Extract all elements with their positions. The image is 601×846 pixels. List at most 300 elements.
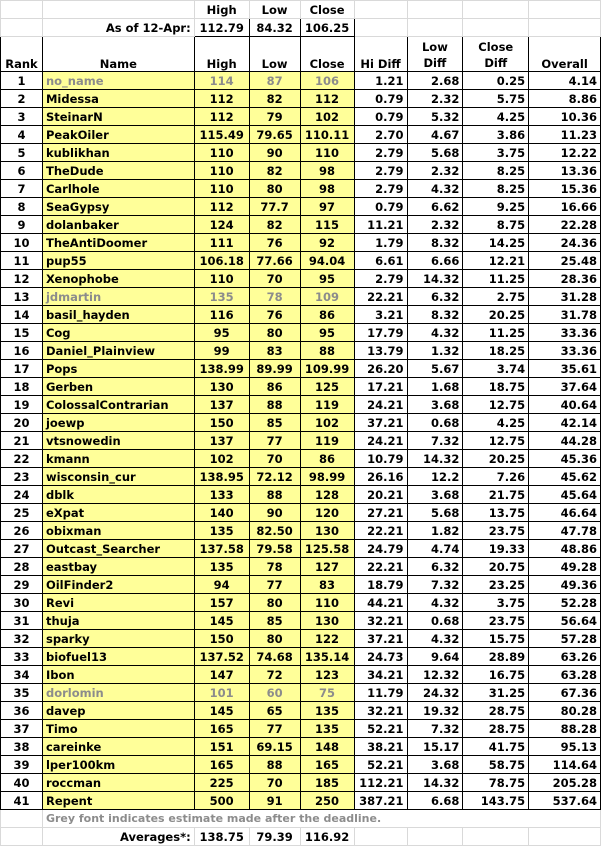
cell-rank: 18	[1, 378, 43, 396]
table-row	[1, 648, 601, 666]
cell-close: 110	[300, 144, 354, 162]
cell-hd: 52.21	[354, 756, 407, 774]
cell-ov: 28.36	[529, 270, 601, 288]
cell-high: 151	[194, 738, 249, 756]
cell-hd: 27.21	[354, 504, 407, 522]
cell-high: 135	[194, 558, 249, 576]
cell-high: 95	[194, 324, 249, 342]
note-row	[1, 810, 601, 828]
cell-ld: 3.68	[407, 396, 463, 414]
cell-cd: 7.26	[463, 468, 529, 486]
cell-ld: 15.17	[407, 738, 463, 756]
cell-cd: 3.75	[463, 144, 529, 162]
table-row	[1, 792, 601, 810]
cell-name: thuja	[42, 612, 194, 630]
table-row	[1, 468, 601, 486]
cell-hd: 2.79	[354, 180, 407, 198]
cell-low: 76	[249, 234, 300, 252]
cell-hd: 26.20	[354, 360, 407, 378]
cell-low: 90	[249, 504, 300, 522]
cell-rank: 30	[1, 594, 43, 612]
cell-low: 80	[249, 594, 300, 612]
cell-high: 110	[194, 180, 249, 198]
cell-high: 150	[194, 414, 249, 432]
cell-ov: 52.28	[529, 594, 601, 612]
cell-low: 77	[249, 720, 300, 738]
cell-ld: 3.68	[407, 486, 463, 504]
cell-name: lper100km	[42, 756, 194, 774]
cell-cd: 28.75	[463, 702, 529, 720]
table-row	[1, 432, 601, 450]
cell-hd: 22.21	[354, 558, 407, 576]
cell-name: eastbay	[42, 558, 194, 576]
cell-high: 138.99	[194, 360, 249, 378]
cell-rank: 37	[1, 720, 43, 738]
cell-cd: 3.74	[463, 360, 529, 378]
table-row	[1, 558, 601, 576]
cell-ov: 33.36	[529, 324, 601, 342]
cell-rank: 5	[1, 144, 43, 162]
cell-cd: 18.25	[463, 342, 529, 360]
cell-ld: 2.32	[407, 162, 463, 180]
cell-ov: 49.36	[529, 576, 601, 594]
cell-hd: 24.73	[354, 648, 407, 666]
cell-high: 165	[194, 720, 249, 738]
cell-low: 87	[249, 72, 300, 90]
cell-low: 88	[249, 396, 300, 414]
table-row	[1, 108, 601, 126]
cell-close: 83	[300, 576, 354, 594]
cell-low: 88	[249, 756, 300, 774]
cell-high: 106.18	[194, 252, 249, 270]
top-header-close: Close	[300, 1, 354, 19]
cell-high: 140	[194, 504, 249, 522]
cell-rank: 28	[1, 558, 43, 576]
cell-rank: 23	[1, 468, 43, 486]
cell-high: 135	[194, 522, 249, 540]
table-row	[1, 414, 601, 432]
averages-row	[1, 828, 601, 846]
cell-ov: 40.64	[529, 396, 601, 414]
cell-rank: 40	[1, 774, 43, 792]
cell-close: 135	[300, 720, 354, 738]
cell-rank: 27	[1, 540, 43, 558]
table-row	[1, 630, 601, 648]
cell-ov: 25.48	[529, 252, 601, 270]
cell-ld: 1.32	[407, 342, 463, 360]
cell-high: 225	[194, 774, 249, 792]
cell-close: 109.99	[300, 360, 354, 378]
cell-name: wisconsin_cur	[42, 468, 194, 486]
cell-name: davep	[42, 702, 194, 720]
cell-cd: 3.75	[463, 594, 529, 612]
cell-cd: 19.33	[463, 540, 529, 558]
cell-low: 80	[249, 180, 300, 198]
cell-cd: 20.25	[463, 306, 529, 324]
cell-low: 70	[249, 450, 300, 468]
cell-close: 120	[300, 504, 354, 522]
cell-ov: 24.36	[529, 234, 601, 252]
cell-cd: 14.25	[463, 234, 529, 252]
cell-hd: 26.16	[354, 468, 407, 486]
cell-name: Pops	[42, 360, 194, 378]
cell-hd: 2.79	[354, 162, 407, 180]
cell-name: joewp	[42, 414, 194, 432]
cell-high: 145	[194, 702, 249, 720]
cell-rank: 35	[1, 684, 43, 702]
cell-hd: 37.21	[354, 630, 407, 648]
cell-ov: 4.14	[529, 72, 601, 90]
cell-low: 79	[249, 108, 300, 126]
cell-ld: 4.32	[407, 324, 463, 342]
cell-hd: 34.21	[354, 666, 407, 684]
cell-name: Ibon	[42, 666, 194, 684]
cell-hd: 17.79	[354, 324, 407, 342]
cell-rank: 36	[1, 702, 43, 720]
cell-ov: 37.64	[529, 378, 601, 396]
cell-close: 185	[300, 774, 354, 792]
cell-ld: 14.32	[407, 450, 463, 468]
cell-cd: 5.75	[463, 90, 529, 108]
cell-rank: 2	[1, 90, 43, 108]
cell-ov: 205.28	[529, 774, 601, 792]
cell-ld: 0.68	[407, 414, 463, 432]
table-row	[1, 324, 601, 342]
cell-low: 77.66	[249, 252, 300, 270]
cell-close: 109	[300, 288, 354, 306]
cell-ov: 46.64	[529, 504, 601, 522]
cell-name: Cog	[42, 324, 194, 342]
cell-hd: 0.79	[354, 90, 407, 108]
table-row	[1, 378, 601, 396]
average-high: 138.75	[194, 828, 249, 846]
table-row	[1, 666, 601, 684]
cell-rank: 34	[1, 666, 43, 684]
cell-name: ColossalContrarian	[42, 396, 194, 414]
cell-close: 110	[300, 594, 354, 612]
cell-high: 116	[194, 306, 249, 324]
cell-name: no_name	[42, 72, 194, 90]
cell-close: 102	[300, 414, 354, 432]
cell-ov: 8.86	[529, 90, 601, 108]
cell-name: kublikhan	[42, 144, 194, 162]
cell-name: dorlomin	[42, 684, 194, 702]
col-low: Low	[249, 37, 300, 72]
asof-high: 112.79	[194, 19, 249, 37]
cell-ov: 67.36	[529, 684, 601, 702]
cell-name: Outcast_Searcher	[42, 540, 194, 558]
cell-close: 110.11	[300, 126, 354, 144]
cell-rank: 17	[1, 360, 43, 378]
cell-name: OilFinder2	[42, 576, 194, 594]
cell-hd: 37.21	[354, 414, 407, 432]
col-name: Name	[42, 37, 194, 72]
cell-rank: 15	[1, 324, 43, 342]
cell-ld: 19.32	[407, 702, 463, 720]
cell-low: 74.68	[249, 648, 300, 666]
cell-ld: 14.32	[407, 774, 463, 792]
table-row	[1, 486, 601, 504]
cell-low: 82	[249, 216, 300, 234]
table-row	[1, 342, 601, 360]
cell-cd: 78.75	[463, 774, 529, 792]
cell-ld: 24.32	[407, 684, 463, 702]
cell-high: 137.58	[194, 540, 249, 558]
cell-hd: 22.21	[354, 522, 407, 540]
cell-hd: 1.21	[354, 72, 407, 90]
cell-hd: 387.21	[354, 792, 407, 810]
cell-cd: 23.75	[463, 522, 529, 540]
cell-high: 133	[194, 486, 249, 504]
cell-low: 85	[249, 612, 300, 630]
cell-close: 125	[300, 378, 354, 396]
cell-rank: 31	[1, 612, 43, 630]
cell-close: 115	[300, 216, 354, 234]
cell-rank: 1	[1, 72, 43, 90]
col-rank: Rank	[1, 37, 43, 72]
table-row	[1, 306, 601, 324]
cell-hd: 11.21	[354, 216, 407, 234]
cell-high: 114	[194, 72, 249, 90]
cell-rank: 22	[1, 450, 43, 468]
cell-high: 137	[194, 396, 249, 414]
cell-cd: 3.86	[463, 126, 529, 144]
cell-name: SteinarN	[42, 108, 194, 126]
cell-close: 97	[300, 198, 354, 216]
cell-high: 101	[194, 684, 249, 702]
cell-close: 95	[300, 324, 354, 342]
asof-label: As of 12-Apr:	[42, 19, 194, 37]
cell-name: biofuel13	[42, 648, 194, 666]
cell-name: Midessa	[42, 90, 194, 108]
cell-hd: 32.21	[354, 702, 407, 720]
cell-name: Timo	[42, 720, 194, 738]
cell-hd: 24.79	[354, 540, 407, 558]
cell-rank: 41	[1, 792, 43, 810]
top-header-low: Low	[249, 1, 300, 19]
table-row	[1, 684, 601, 702]
table-row	[1, 522, 601, 540]
cell-cd: 11.25	[463, 324, 529, 342]
cell-hd: 20.21	[354, 486, 407, 504]
cell-ov: 45.64	[529, 486, 601, 504]
cell-low: 83	[249, 342, 300, 360]
cell-close: 92	[300, 234, 354, 252]
cell-low: 82	[249, 90, 300, 108]
table-row	[1, 270, 601, 288]
average-low: 79.39	[249, 828, 300, 846]
cell-ld: 5.32	[407, 108, 463, 126]
cell-high: 102	[194, 450, 249, 468]
cell-low: 65	[249, 702, 300, 720]
cell-name: SeaGypsy	[42, 198, 194, 216]
cell-ld: 0.68	[407, 612, 463, 630]
cell-high: 115.49	[194, 126, 249, 144]
table-row	[1, 720, 601, 738]
cell-close: 119	[300, 432, 354, 450]
cell-cd: 28.89	[463, 648, 529, 666]
cell-close: 250	[300, 792, 354, 810]
table-row	[1, 144, 601, 162]
cell-high: 138.95	[194, 468, 249, 486]
cell-rank: 13	[1, 288, 43, 306]
cell-name: eXpat	[42, 504, 194, 522]
cell-rank: 21	[1, 432, 43, 450]
cell-cd: 13.75	[463, 504, 529, 522]
cell-name: PeakOiler	[42, 126, 194, 144]
cell-ld: 2.32	[407, 90, 463, 108]
cell-cd: 4.25	[463, 108, 529, 126]
cell-low: 60	[249, 684, 300, 702]
cell-hd: 32.21	[354, 612, 407, 630]
cell-rank: 9	[1, 216, 43, 234]
cell-close: 88	[300, 342, 354, 360]
cell-close: 75	[300, 684, 354, 702]
cell-rank: 16	[1, 342, 43, 360]
cell-high: 112	[194, 198, 249, 216]
cell-ov: 35.61	[529, 360, 601, 378]
cell-ld: 7.32	[407, 432, 463, 450]
cell-close: 165	[300, 756, 354, 774]
cell-low: 72.12	[249, 468, 300, 486]
cell-rank: 33	[1, 648, 43, 666]
cell-ld: 5.67	[407, 360, 463, 378]
cell-ov: 63.26	[529, 648, 601, 666]
cell-name: vtsnowedin	[42, 432, 194, 450]
cell-close: 102	[300, 108, 354, 126]
cell-rank: 6	[1, 162, 43, 180]
cell-ov: 33.36	[529, 342, 601, 360]
cell-low: 89.99	[249, 360, 300, 378]
cell-ld: 8.32	[407, 306, 463, 324]
table-row	[1, 756, 601, 774]
cell-hd: 3.21	[354, 306, 407, 324]
average-close: 116.92	[300, 828, 354, 846]
cell-close: 130	[300, 612, 354, 630]
cell-ld: 2.68	[407, 72, 463, 90]
cell-ld: 12.32	[407, 666, 463, 684]
cell-name: Revi	[42, 594, 194, 612]
cell-ov: 31.78	[529, 306, 601, 324]
cell-close: 128	[300, 486, 354, 504]
cell-ov: 537.64	[529, 792, 601, 810]
cell-ld: 4.74	[407, 540, 463, 558]
cell-hd: 10.79	[354, 450, 407, 468]
cell-cd: 143.75	[463, 792, 529, 810]
cell-hd: 44.21	[354, 594, 407, 612]
cell-name: kmann	[42, 450, 194, 468]
cell-name: basil_hayden	[42, 306, 194, 324]
cell-high: 110	[194, 162, 249, 180]
cell-rank: 25	[1, 504, 43, 522]
cell-ld: 4.67	[407, 126, 463, 144]
cell-low: 70	[249, 774, 300, 792]
cell-name: Daniel_Plainview	[42, 342, 194, 360]
cell-ov: 88.28	[529, 720, 601, 738]
cell-ld: 9.64	[407, 648, 463, 666]
cell-hd: 52.21	[354, 720, 407, 738]
col-close-diff: Close Diff	[463, 37, 529, 72]
cell-cd: 23.25	[463, 576, 529, 594]
cell-cd: 16.75	[463, 666, 529, 684]
cell-ov: 49.28	[529, 558, 601, 576]
cell-ld: 6.66	[407, 252, 463, 270]
cell-ld: 8.32	[407, 234, 463, 252]
cell-close: 112	[300, 90, 354, 108]
cell-high: 165	[194, 756, 249, 774]
table-row	[1, 612, 601, 630]
cell-ov: 31.28	[529, 288, 601, 306]
cell-hd: 6.61	[354, 252, 407, 270]
cell-rank: 4	[1, 126, 43, 144]
cell-close: 127	[300, 558, 354, 576]
cell-cd: 11.25	[463, 270, 529, 288]
cell-ov: 12.22	[529, 144, 601, 162]
cell-ld: 1.68	[407, 378, 463, 396]
cell-close: 86	[300, 306, 354, 324]
cell-cd: 18.75	[463, 378, 529, 396]
cell-high: 137	[194, 432, 249, 450]
cell-rank: 39	[1, 756, 43, 774]
cell-ov: 13.36	[529, 162, 601, 180]
cell-low: 85	[249, 414, 300, 432]
cell-low: 88	[249, 486, 300, 504]
cell-cd: 41.75	[463, 738, 529, 756]
cell-ld: 7.32	[407, 576, 463, 594]
col-close: Close	[300, 37, 354, 72]
table-row	[1, 594, 601, 612]
cell-close: 98.99	[300, 468, 354, 486]
cell-name: careinke	[42, 738, 194, 756]
cell-cd: 4.25	[463, 414, 529, 432]
cell-low: 86	[249, 378, 300, 396]
cell-cd: 20.25	[463, 450, 529, 468]
cell-close: 106	[300, 72, 354, 90]
cell-rank: 24	[1, 486, 43, 504]
cell-ov: 45.62	[529, 468, 601, 486]
cell-hd: 2.70	[354, 126, 407, 144]
cell-ov: 56.64	[529, 612, 601, 630]
cell-close: 122	[300, 630, 354, 648]
cell-low: 76	[249, 306, 300, 324]
cell-hd: 17.21	[354, 378, 407, 396]
cell-close: 98	[300, 180, 354, 198]
cell-rank: 32	[1, 630, 43, 648]
cell-close: 135	[300, 702, 354, 720]
cell-cd: 8.25	[463, 180, 529, 198]
cell-low: 69.15	[249, 738, 300, 756]
cell-cd: 28.75	[463, 720, 529, 738]
asof-low: 84.32	[249, 19, 300, 37]
cell-hd: 24.21	[354, 396, 407, 414]
cell-ov: 80.28	[529, 702, 601, 720]
cell-ld: 6.68	[407, 792, 463, 810]
cell-name: obixman	[42, 522, 194, 540]
cell-hd: 18.79	[354, 576, 407, 594]
cell-name: sparky	[42, 630, 194, 648]
cell-hd: 2.79	[354, 270, 407, 288]
cell-high: 110	[194, 144, 249, 162]
col-low-diff: Low Diff	[407, 37, 463, 72]
cell-close: 135.14	[300, 648, 354, 666]
cell-hd: 0.79	[354, 108, 407, 126]
cell-name: dolanbaker	[42, 216, 194, 234]
cell-ld: 5.68	[407, 504, 463, 522]
cell-high: 145	[194, 612, 249, 630]
cell-high: 99	[194, 342, 249, 360]
cell-close: 123	[300, 666, 354, 684]
cell-rank: 11	[1, 252, 43, 270]
